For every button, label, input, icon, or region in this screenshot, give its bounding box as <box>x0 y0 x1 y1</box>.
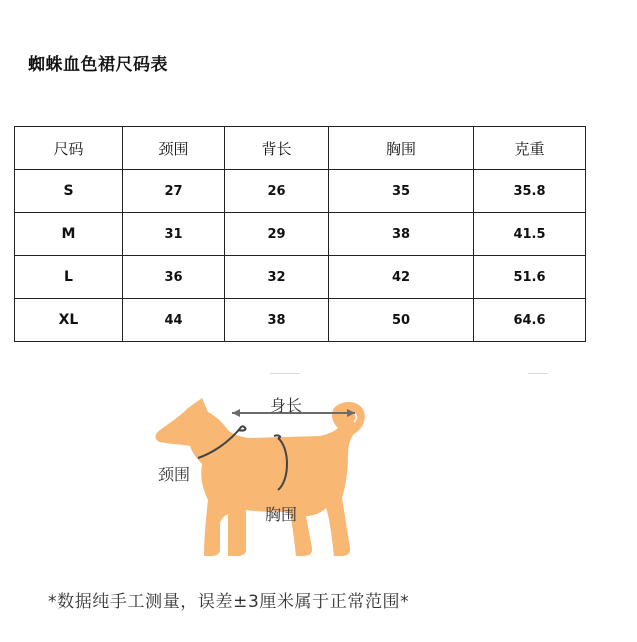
body-length-label: 身长 <box>270 396 303 415</box>
cell-size: M <box>15 213 123 256</box>
cell-size: XL <box>15 299 123 342</box>
cell-back: 38 <box>225 299 329 342</box>
header-cell-neck: 颈围 <box>123 127 225 170</box>
neck-label: 颈围 <box>158 465 191 484</box>
cell-chest: 35 <box>329 170 474 213</box>
cell-size: S <box>15 170 123 213</box>
header-cell-size: 尺码 <box>15 127 123 170</box>
header-cell-weight: 克重 <box>474 127 586 170</box>
measurement-note: *数据纯手工测量，误差±3厘米属于正常范围* <box>48 592 410 612</box>
header-cell-chest: 胸围 <box>329 127 474 170</box>
cell-weight: 41.5 <box>474 213 586 256</box>
cell-weight: 64.6 <box>474 299 586 342</box>
table-header-row <box>15 127 586 170</box>
cell-back: 29 <box>225 213 329 256</box>
chest-label: 胸围 <box>265 505 298 524</box>
cell-neck: 31 <box>123 213 225 256</box>
page-title: 蜘蛛血色裙尺码表 <box>28 55 168 75</box>
size-table <box>14 126 586 342</box>
cell-neck: 27 <box>123 170 225 213</box>
cell-weight: 35.8 <box>474 170 586 213</box>
cell-back: 32 <box>225 256 329 299</box>
cell-size: L <box>15 256 123 299</box>
cell-neck: 44 <box>123 299 225 342</box>
arrow-left-head <box>232 409 240 417</box>
cell-weight: 51.6 <box>474 256 586 299</box>
cell-neck: 36 <box>123 256 225 299</box>
cell-chest: 38 <box>329 213 474 256</box>
divider <box>528 373 548 374</box>
cell-chest: 42 <box>329 256 474 299</box>
table-row <box>15 213 586 256</box>
cell-chest: 50 <box>329 299 474 342</box>
table-row <box>15 256 586 299</box>
table-row <box>15 299 586 342</box>
divider <box>270 373 300 374</box>
cell-back: 26 <box>225 170 329 213</box>
table-row <box>15 170 586 213</box>
header-cell-back: 背长 <box>225 127 329 170</box>
